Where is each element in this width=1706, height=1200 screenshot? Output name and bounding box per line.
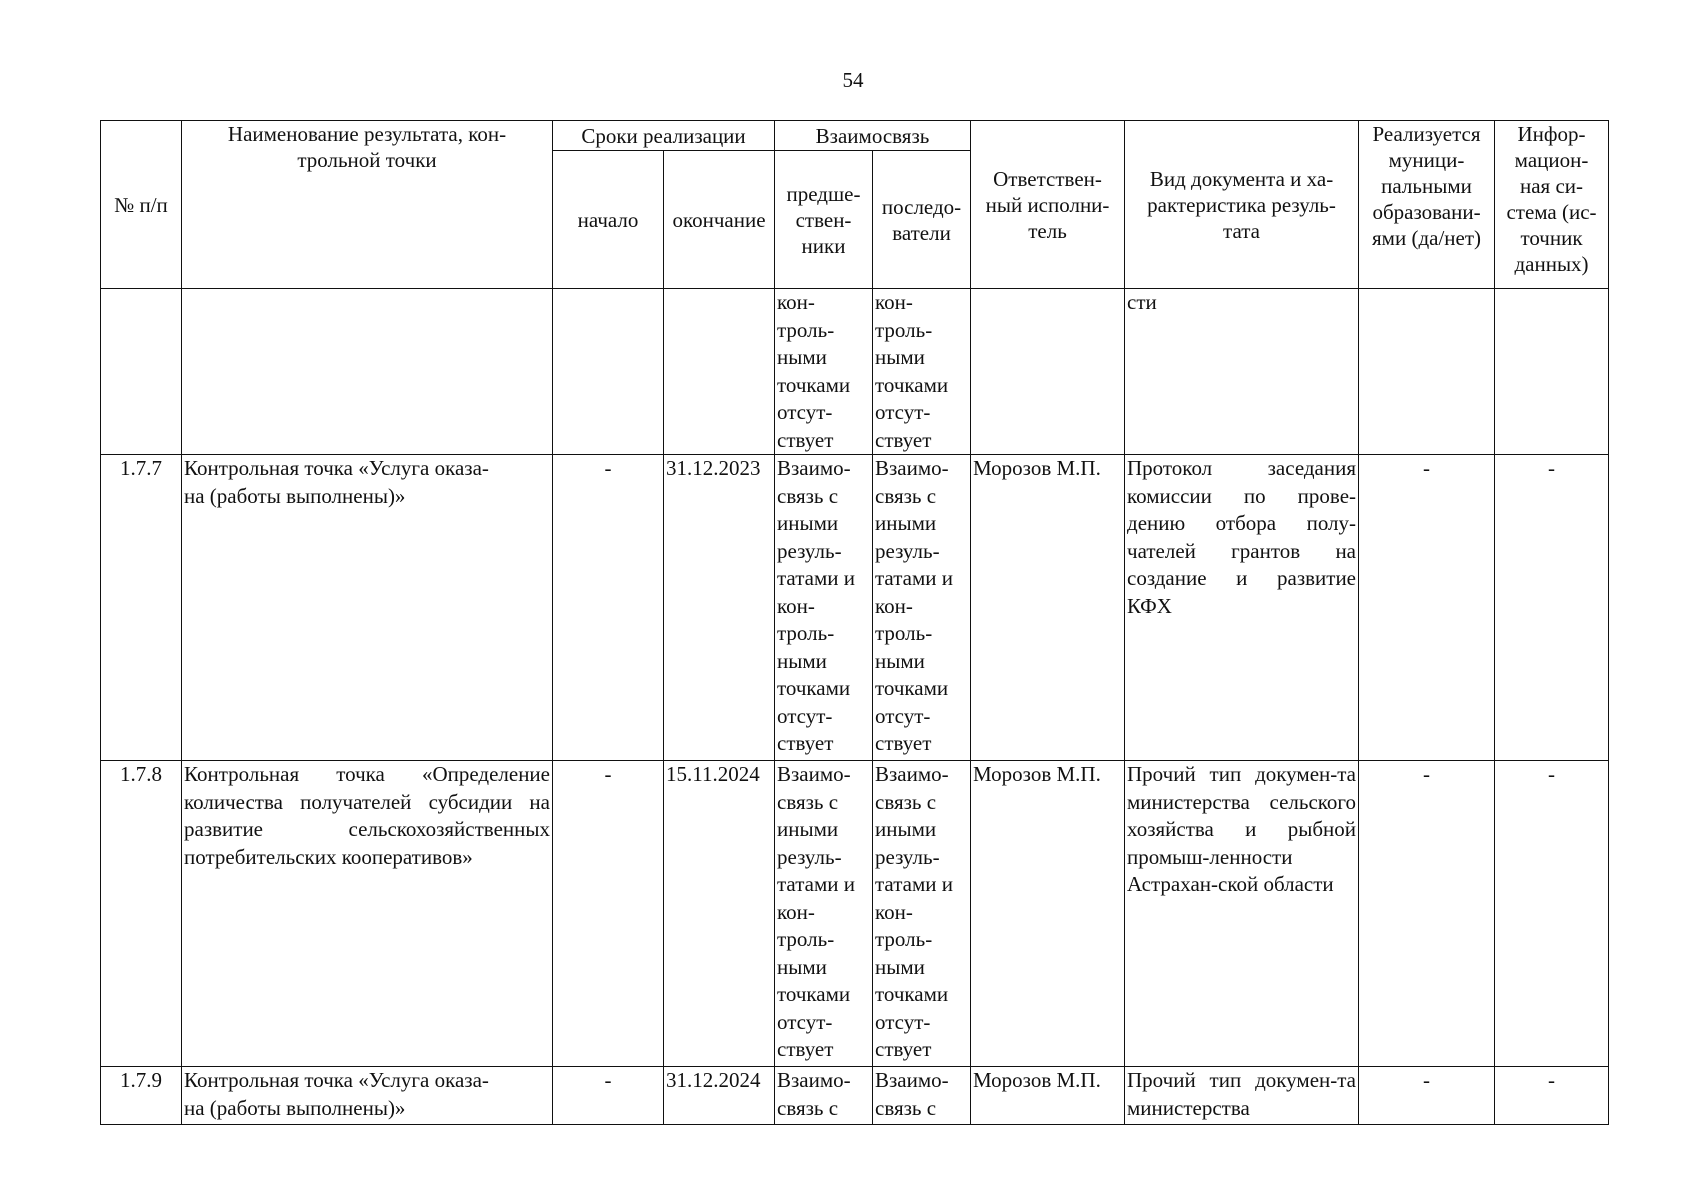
header-name: Наименование результата, кон- трольной точки [182,121,553,289]
cell-predecessors: Взаимо- связь с [775,1067,873,1125]
cell-num: 1.7.8 [101,761,182,1067]
cell-end: 31.12.2024 [664,1067,775,1125]
cell-info-system: - [1495,1067,1609,1125]
cell-executor [971,289,1125,455]
header-relation: Взаимосвязь [775,121,971,151]
header-terms: Сроки реализации [553,121,775,151]
cell-info-system: - [1495,761,1609,1067]
table-header [101,121,1609,289]
cell-end [664,289,775,455]
cell-start [553,289,664,455]
cell-num: 1.7.9 [101,1067,182,1125]
header-doc-type: Вид документа и ха- рактеристика резуль- тата [1125,121,1359,289]
cell-successors: Взаимо- связь с иными резуль- татами и кон- троль- ными точками отсут- ствует [873,455,971,761]
cell-name [182,289,553,455]
cell-name: Контрольная точка «Определение количества получателей субсидии на развитие сельскохозяйственных потребительских кооперативов» [182,761,553,1067]
cell-successors: Взаимо- связь с [873,1067,971,1125]
header-executor: Ответствен- ный исполни- тель [971,121,1125,289]
table-row [101,761,1609,1067]
cell-doc-type: сти [1125,289,1359,455]
header-predecessors: предше- ствен- ники [775,151,873,289]
header-municipal: Реализуется муници- пальными образовани- ями (да/нет) [1359,121,1495,289]
cell-municipal: - [1359,1067,1495,1125]
cell-name: Контрольная точка «Услуга оказа- на (работы выполнены)» [182,1067,553,1125]
cell-predecessors: Взаимо- связь с иными резуль- татами и кон- троль- ными точками отсут- ствует [775,761,873,1067]
cell-municipal [1359,289,1495,455]
cell-predecessors: кон- троль- ными точками отсут- ствует [775,289,873,455]
cell-municipal: - [1359,761,1495,1067]
cell-doc-type: Протокол заседания комиссии по прове-дению отбора полу-чателей грантов на создание и развитие КФХ [1125,455,1359,761]
cell-successors: кон- троль- ными точками отсут- ствует [873,289,971,455]
control-points-table [100,120,1609,1125]
header-successors: последо- ватели [873,151,971,289]
cell-predecessors: Взаимо- связь с иными резуль- татами и кон- троль- ными точками отсут- ствует [775,455,873,761]
cell-municipal: - [1359,455,1495,761]
header-end: окончание [664,151,775,289]
cell-start: - [553,455,664,761]
table-row [101,455,1609,761]
cell-doc-type: Прочий тип докумен-та министерства [1125,1067,1359,1125]
table-row [101,1067,1609,1125]
table-row [101,289,1609,455]
cell-num: 1.7.7 [101,455,182,761]
cell-executor: Морозов М.П. [971,455,1125,761]
cell-info-system [1495,289,1609,455]
cell-info-system: - [1495,455,1609,761]
header-start: начало [553,151,664,289]
cell-executor: Морозов М.П. [971,1067,1125,1125]
cell-start: - [553,1067,664,1125]
cell-end: 31.12.2023 [664,455,775,761]
page-number: 54 [842,68,864,92]
cell-successors: Взаимо- связь с иными резуль- татами и кон- троль- ными точками отсут- ствует [873,761,971,1067]
cell-executor: Морозов М.П. [971,761,1125,1067]
cell-doc-type: Прочий тип докумен-та министерства сельского хозяйства и рыбной промыш-ленности Астрахан-ской области [1125,761,1359,1067]
header-num: № п/п [101,121,182,289]
cell-name: Контрольная точка «Услуга оказа- на (работы выполнены)» [182,455,553,761]
cell-start: - [553,761,664,1067]
cell-num [101,289,182,455]
header-info-system: Инфор- мацион- ная си- стема (ис- точник данных) [1495,121,1609,289]
cell-end: 15.11.2024 [664,761,775,1067]
